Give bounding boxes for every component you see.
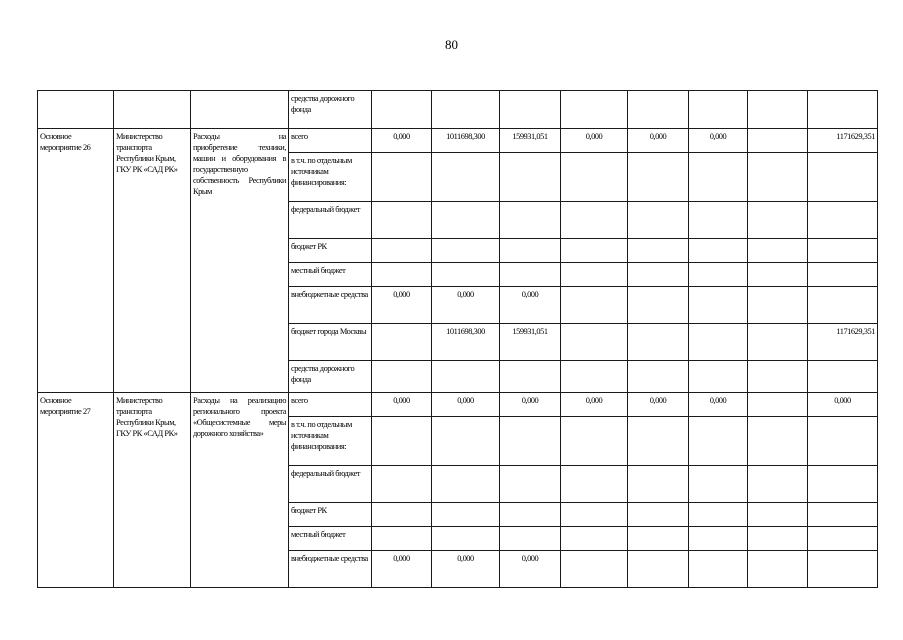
executor-cell: Министерство транспорта Республики Крым, ГКУ РК «САД РК» [114,393,191,588]
source-cell: бюджет РК [289,503,372,527]
value-cell [372,503,432,527]
source-cell: средства дорожного фонда [289,361,372,393]
value-cell [432,91,500,129]
value-cell [432,153,500,202]
value-cell [628,287,689,324]
value-cell [628,239,689,263]
value-cell: 0,000 [689,129,748,153]
value-cell [808,503,878,527]
value-cell: 0,000 [561,129,628,153]
value-cell [432,361,500,393]
value-cell [372,202,432,239]
value-cell [372,263,432,287]
source-cell: в т.ч. по отдельным источникам финансирования: [289,153,372,202]
value-cell [748,239,808,263]
value-cell [748,527,808,551]
value-cell [432,466,500,503]
value-cell [689,361,748,393]
value-cell [808,361,878,393]
source-cell: федеральный бюджет [289,466,372,503]
value-cell [561,202,628,239]
value-cell [748,417,808,466]
value-cell [500,527,561,551]
value-cell [561,324,628,361]
value-cell [689,503,748,527]
value-cell [808,287,878,324]
value-cell [808,263,878,287]
value-cell [689,239,748,263]
value-cell [500,263,561,287]
value-cell [689,91,748,129]
value-cell [500,202,561,239]
value-cell [500,361,561,393]
value-cell [561,239,628,263]
value-cell [628,263,689,287]
value-cell [808,91,878,129]
description-first-line: Расходы на реализацию [193,396,286,405]
value-cell [628,324,689,361]
value-cell [372,153,432,202]
value-cell [808,202,878,239]
value-cell [372,527,432,551]
value-cell [628,361,689,393]
value-cell [372,361,432,393]
executor-cell: Министерство транспорта Республики Крым, ГКУ РК «САД РК» [114,129,191,393]
value-cell: 0,000 [628,129,689,153]
value-cell [748,263,808,287]
value-cell [561,417,628,466]
value-cell: 0,000 [372,551,432,588]
value-cell [808,527,878,551]
value-cell [561,551,628,588]
source-cell: средства дорожного фонда [289,91,372,129]
description-rest: приобретение техники, машин и оборудования в государственную собственность Республики Крым [193,143,286,196]
value-cell [432,239,500,263]
value-cell [372,466,432,503]
value-cell: 159931,051 [500,129,561,153]
value-cell [689,551,748,588]
value-cell: 0,000 [808,393,878,417]
description-cell [191,393,289,588]
value-cell: 0,000 [500,393,561,417]
value-cell [432,202,500,239]
value-cell: 0,000 [500,551,561,588]
event-cell: Основное мероприятие 26 [38,129,114,393]
value-cell: 159931,051 [500,324,561,361]
source-cell: бюджет РК [289,239,372,263]
table-row [38,91,878,129]
value-cell [500,91,561,129]
value-cell [748,287,808,324]
value-cell [748,202,808,239]
value-cell [561,466,628,503]
value-cell: 0,000 [689,393,748,417]
value-cell [561,263,628,287]
value-cell [561,361,628,393]
value-cell [689,153,748,202]
value-cell [628,153,689,202]
table-row [38,393,878,417]
value-cell: 1171629,351 [808,324,878,361]
value-cell [372,417,432,466]
source-cell: всего [289,393,372,417]
value-cell: 0,000 [432,287,500,324]
source-cell: внебюджетные средства [289,551,372,588]
value-cell: 0,000 [628,393,689,417]
value-cell [689,263,748,287]
value-cell: 0,000 [372,129,432,153]
value-cell [748,129,808,153]
source-cell: всего [289,129,372,153]
value-cell [432,527,500,551]
value-cell [372,91,432,129]
source-cell: местный бюджет [289,527,372,551]
value-cell [561,287,628,324]
description-cell [191,91,289,129]
value-cell: 0,000 [432,551,500,588]
value-cell [808,153,878,202]
value-cell [372,324,432,361]
value-cell [628,417,689,466]
source-cell: в т.ч. по отдельным источникам финансирования: [289,417,372,466]
value-cell: 1011698,300 [432,324,500,361]
source-cell: бюджет города Москвы [289,324,372,361]
event-cell: Основное мероприятие 27 [38,393,114,588]
value-cell [628,91,689,129]
value-cell [689,202,748,239]
value-cell [689,324,748,361]
value-cell [561,527,628,551]
value-cell [500,417,561,466]
value-cell [372,239,432,263]
value-cell [748,361,808,393]
value-cell [432,417,500,466]
description-first-line: Расходы на [193,132,286,141]
value-cell [561,91,628,129]
value-cell [432,503,500,527]
value-cell [628,503,689,527]
value-cell [748,91,808,129]
value-cell: 0,000 [561,393,628,417]
value-cell: 1171629,351 [808,129,878,153]
value-cell [748,503,808,527]
value-cell [500,503,561,527]
value-cell [689,287,748,324]
value-cell [561,153,628,202]
value-cell [808,466,878,503]
value-cell [748,324,808,361]
value-cell [808,417,878,466]
value-cell [561,503,628,527]
value-cell [689,417,748,466]
value-cell [628,466,689,503]
table-row [38,129,878,153]
source-cell: федеральный бюджет [289,202,372,239]
value-cell [689,527,748,551]
budget-table [37,90,878,588]
value-cell [500,466,561,503]
source-cell: внебюджетные средства [289,287,372,324]
value-cell [432,263,500,287]
value-cell [628,551,689,588]
page-number: 80 [445,37,458,52]
value-cell [748,551,808,588]
value-cell: 1011698,300 [432,129,500,153]
value-cell: 0,000 [500,287,561,324]
value-cell [689,466,748,503]
executor-cell [114,91,191,129]
description-cell [191,129,289,393]
event-cell [38,91,114,129]
value-cell: 0,000 [432,393,500,417]
value-cell [748,393,808,417]
value-cell [748,153,808,202]
value-cell [808,239,878,263]
value-cell [808,551,878,588]
value-cell [628,202,689,239]
value-cell [628,527,689,551]
description-rest: регионального проекта «Общесистемные меры дорожного хозяйства» [193,407,286,438]
value-cell [500,239,561,263]
value-cell: 0,000 [372,393,432,417]
value-cell [748,466,808,503]
value-cell [500,153,561,202]
value-cell: 0,000 [372,287,432,324]
source-cell: местный бюджет [289,263,372,287]
